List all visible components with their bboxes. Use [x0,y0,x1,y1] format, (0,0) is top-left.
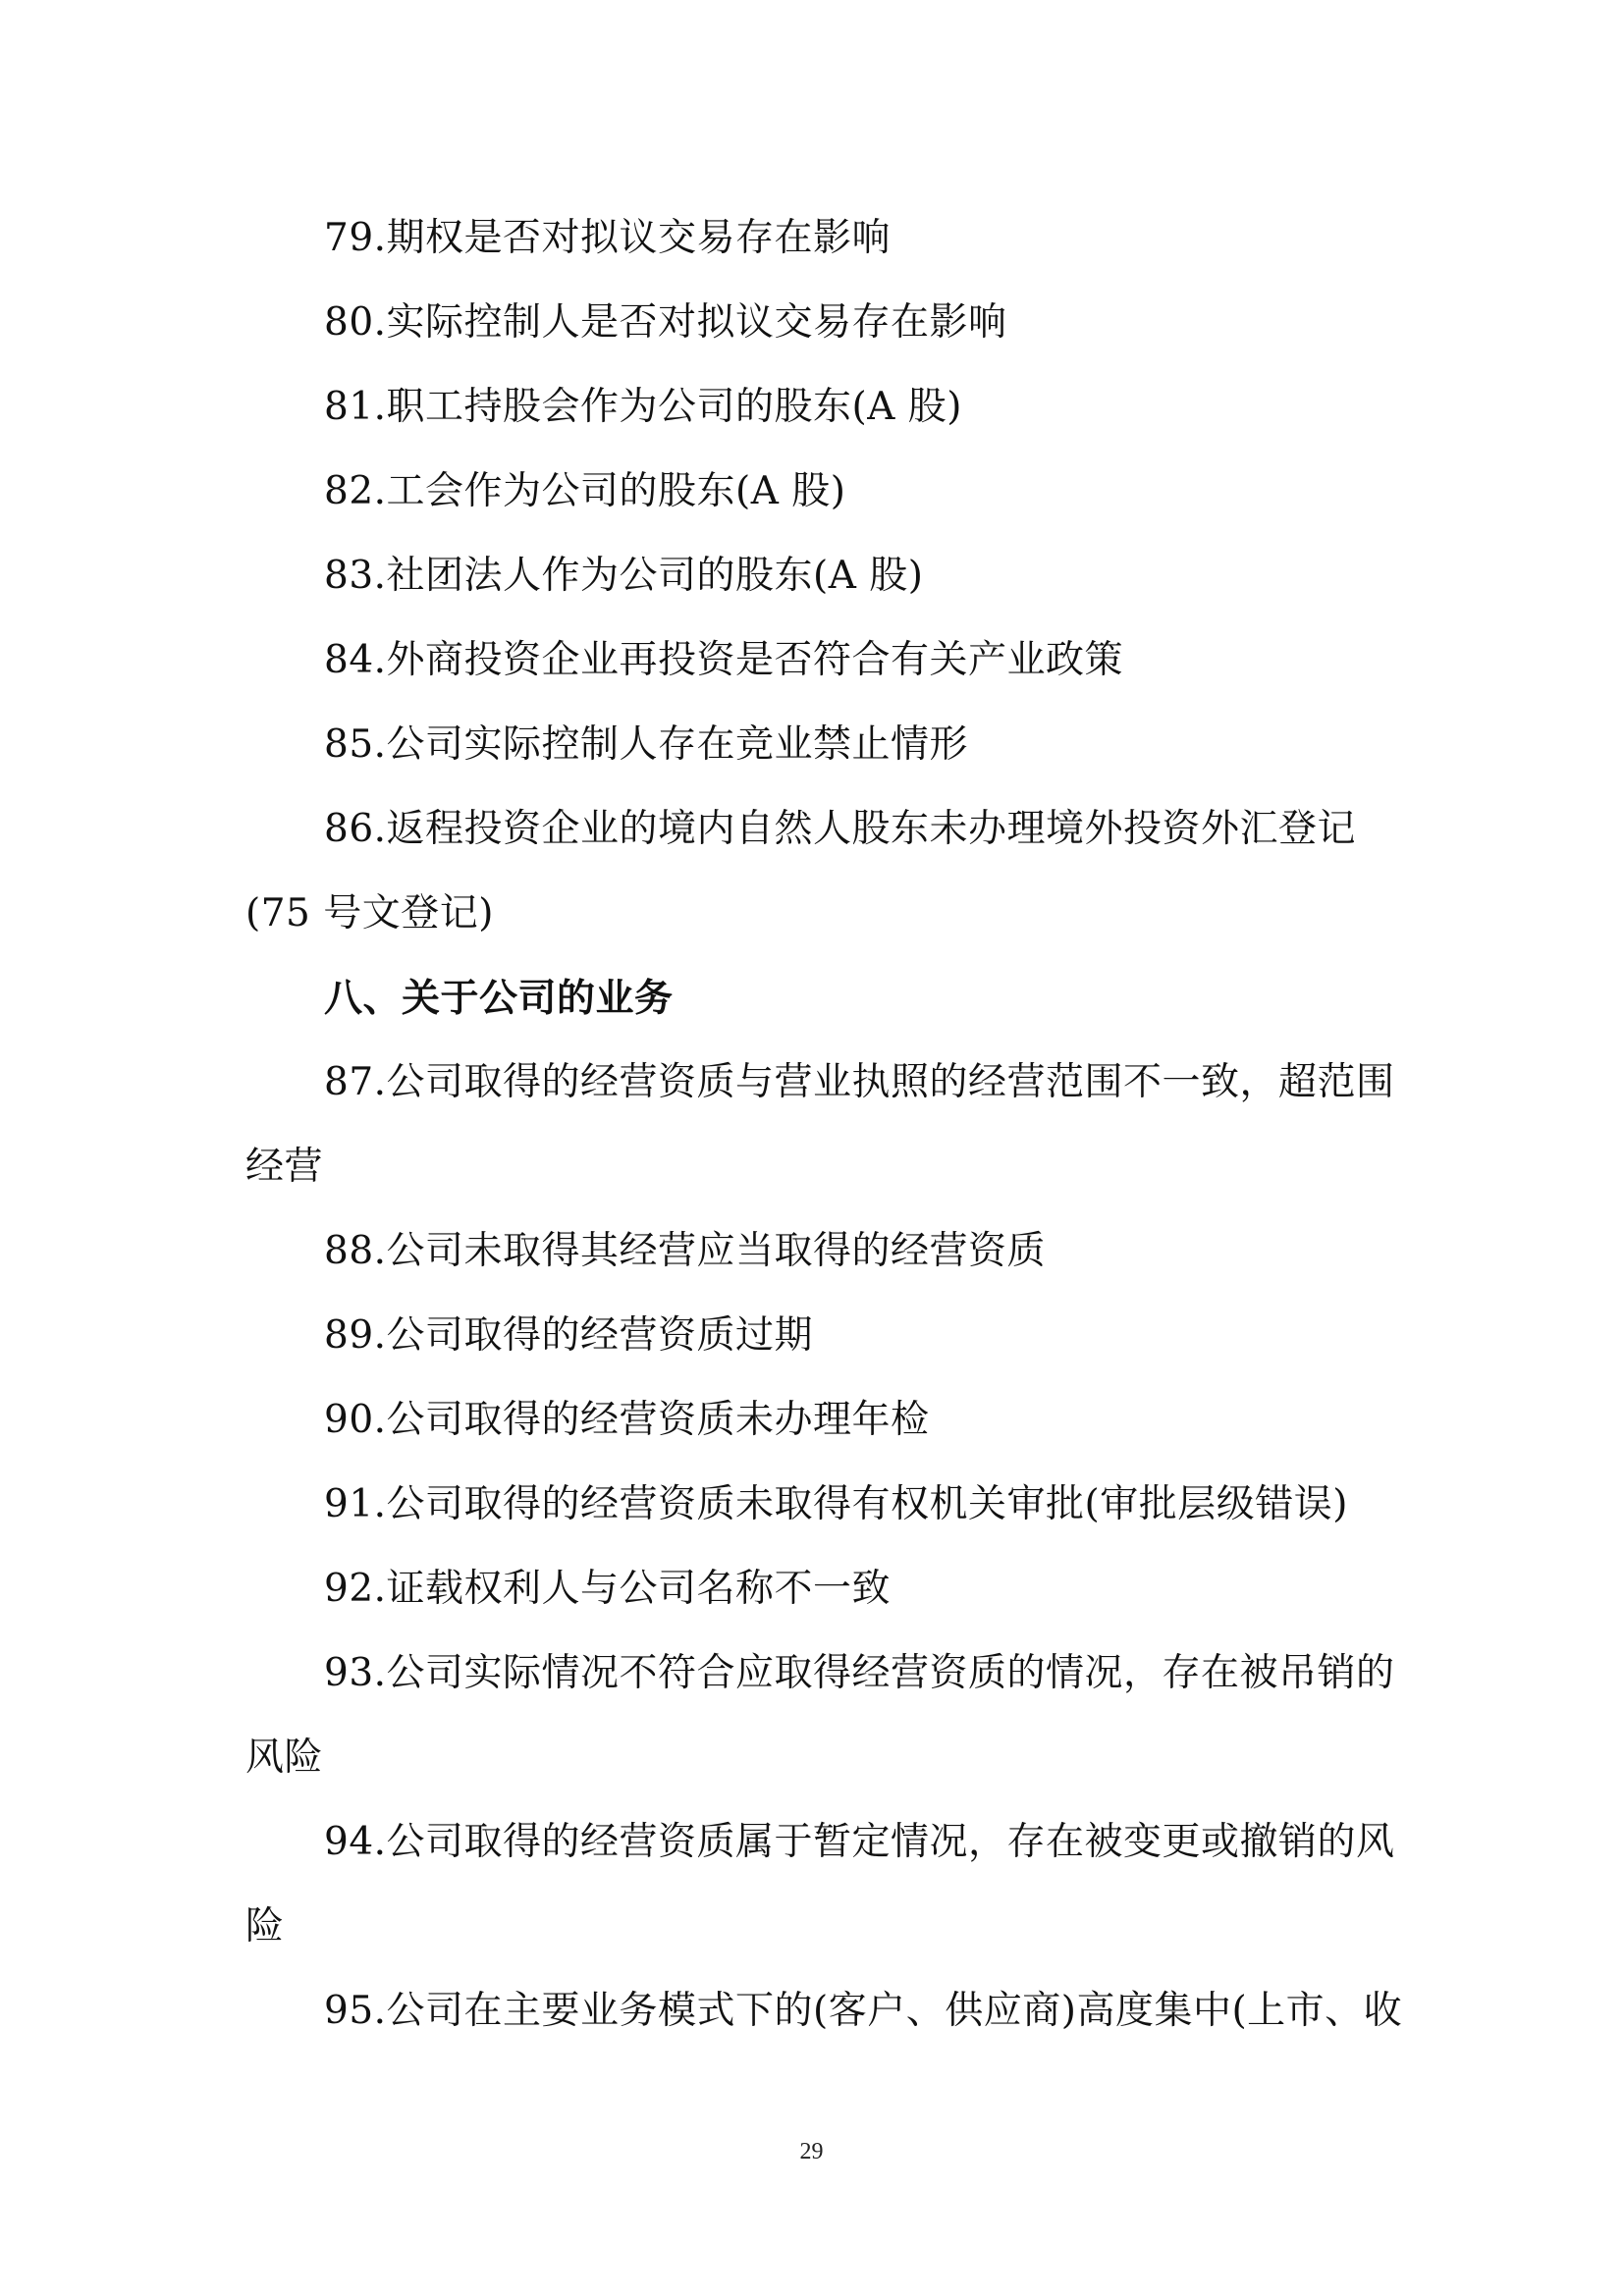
document-line: 险 [245,1904,285,1949]
document-line: 经营 [245,1145,324,1189]
section-heading: 八、关于公司的业务 [324,976,674,1021]
document-line: 85.公司实际控制人存在竞业禁止情形 [324,722,969,767]
document-line: 风险 [245,1735,324,1780]
document-line: 82.工会作为公司的股东(A 股) [324,469,846,513]
document-line: 79.期权是否对拟议交易存在影响 [324,216,892,260]
document-line: 88.公司未取得其经营应当取得的经营资质 [324,1229,1047,1273]
document-line: (75 号文登记) [245,891,494,935]
document-line: 95.公司在主要业务模式下的(客户、供应商)高度集中(上市、收 [324,1989,1403,2033]
document-line: 87.公司取得的经营资质与营业执照的经营范围不一致，超范围 [324,1060,1395,1104]
document-line: 86.返程投资企业的境内自然人股东未办理境外投资外汇登记 [324,807,1357,851]
document-line: 92.证载权利人与公司名称不一致 [324,1567,892,1611]
document-line: 84.外商投资企业再投资是否符合有关产业政策 [324,638,1124,682]
document-line: 94.公司取得的经营资质属于暂定情况，存在被变更或撤销的风 [324,1820,1395,1864]
page-number: 29 [799,2139,824,2164]
document-line: 83.社团法人作为公司的股东(A 股) [324,554,924,598]
document-line: 80.实际控制人是否对拟议交易存在影响 [324,300,1007,345]
document-line: 93.公司实际情况不符合应取得经营资质的情况，存在被吊销的 [324,1651,1395,1695]
document-line: 90.公司取得的经营资质未办理年检 [324,1398,930,1442]
document-line: 81.职工持股会作为公司的股东(A 股) [324,385,963,429]
document-line: 89.公司取得的经营资质过期 [324,1313,814,1358]
document-line: 91.公司取得的经营资质未取得有权机关审批(审批层级错误) [324,1482,1348,1526]
